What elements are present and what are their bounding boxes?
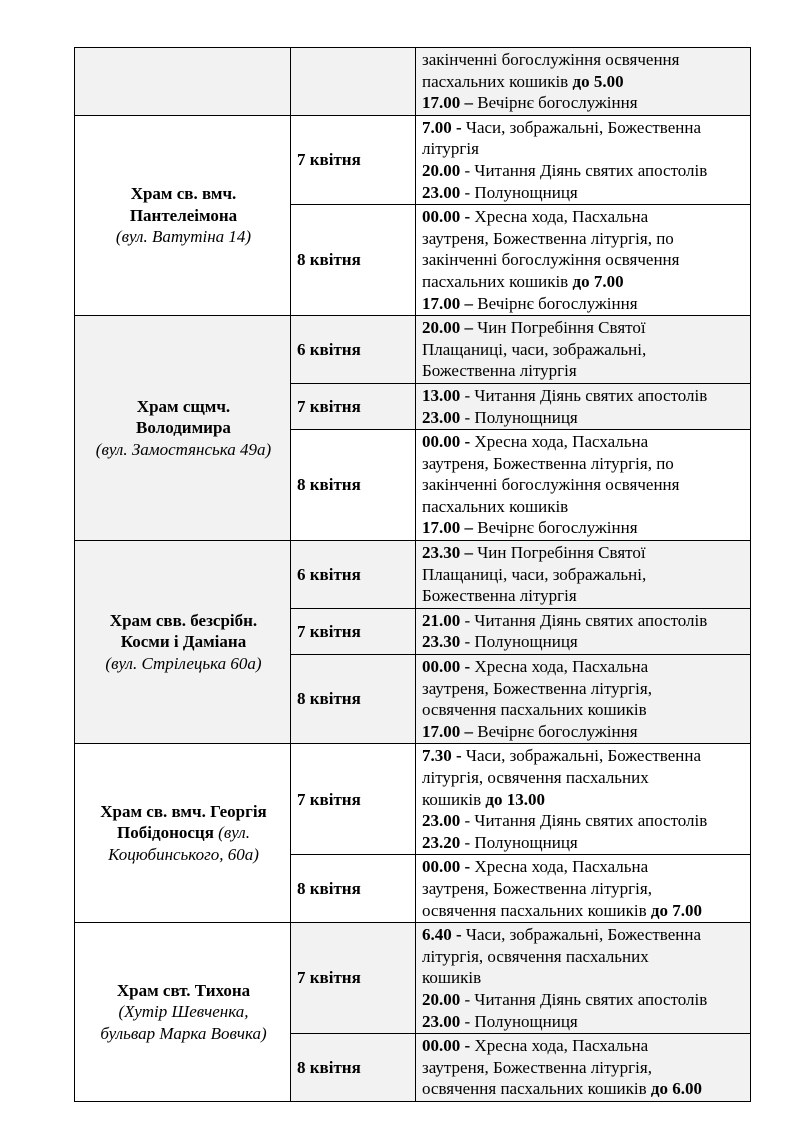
events-cell bbox=[416, 541, 751, 609]
church-name-line: Храм сщмч. bbox=[136, 396, 231, 416]
event-text: освячення пасхальних кошиків bbox=[422, 700, 647, 720]
event-text: Хресна хода, Пасхальна bbox=[474, 857, 649, 877]
event-line bbox=[422, 385, 746, 407]
event-line bbox=[422, 789, 746, 811]
date-cell: 8 квітня bbox=[291, 655, 416, 744]
events-cell bbox=[416, 655, 751, 744]
events-cell bbox=[416, 383, 751, 429]
event-line bbox=[422, 610, 746, 632]
date-cell: 8 квітня bbox=[291, 430, 416, 541]
event-text: Вечірнє богослужіння bbox=[477, 93, 638, 113]
date-cell: 8 квітня bbox=[291, 1034, 416, 1102]
church-address: (вул. Ватутіна 14) bbox=[115, 227, 252, 247]
event-line bbox=[422, 228, 746, 250]
event-text: - Читання Діянь святих апостолів bbox=[460, 989, 708, 1009]
event-text: - Полунощниця bbox=[460, 632, 578, 652]
event-text: - Полунощниця bbox=[460, 1011, 578, 1031]
church-name-line: Пантелеімона bbox=[129, 205, 238, 225]
event-time: 7.00 - bbox=[422, 117, 466, 137]
event-time: 6.40 - bbox=[422, 925, 466, 945]
event-line bbox=[422, 1057, 746, 1079]
church-address-part: (вул. bbox=[213, 823, 250, 843]
church-name-line: Храм св. вмч. bbox=[130, 184, 237, 204]
events-cell bbox=[416, 608, 751, 654]
date-cell: 8 квітня bbox=[291, 205, 416, 316]
church-cell bbox=[75, 744, 291, 923]
event-text: Часи, зображальні, Божественна bbox=[465, 925, 701, 945]
church-name-part: Побідоносця bbox=[117, 823, 214, 843]
event-text: - Читання Діянь святих апостолів bbox=[460, 811, 708, 831]
event-text: освячення пасхальних кошиків bbox=[422, 900, 651, 920]
event-text: заутреня, Божественна літургія, bbox=[422, 1057, 652, 1077]
events-cell bbox=[416, 316, 751, 384]
event-text: пасхальних кошиків bbox=[422, 271, 573, 291]
event-line bbox=[422, 656, 746, 678]
church-cell bbox=[75, 541, 291, 744]
event-line bbox=[422, 678, 746, 700]
event-line bbox=[422, 517, 746, 539]
church-cell bbox=[75, 316, 291, 541]
event-text: Плащаниці, часи, зображальні, bbox=[422, 564, 647, 584]
date-cell: 6 квітня bbox=[291, 541, 416, 609]
event-time: 00.00 - bbox=[422, 657, 475, 677]
event-line bbox=[422, 71, 746, 93]
event-time: 20.00 – bbox=[422, 318, 478, 338]
church-name-line: Храм св. вмч. Георгія bbox=[100, 801, 267, 821]
event-time: до 7.00 bbox=[572, 271, 624, 291]
event-text: закінченні богослужіння освячення bbox=[422, 475, 680, 495]
event-time: 7.30 - bbox=[422, 746, 466, 766]
event-time: 00.00 - bbox=[422, 857, 475, 877]
event-line bbox=[422, 967, 746, 989]
event-text: Хресна хода, Пасхальна bbox=[474, 1036, 649, 1056]
event-text: освячення пасхальних кошиків bbox=[422, 1079, 651, 1099]
church-name-line: Володимира bbox=[136, 418, 231, 438]
event-line bbox=[422, 49, 746, 71]
event-line bbox=[422, 856, 746, 878]
date-cell: 7 квітня bbox=[291, 608, 416, 654]
event-line bbox=[422, 160, 746, 182]
event-time: 23.00 bbox=[422, 182, 461, 202]
event-text: кошиків bbox=[422, 789, 486, 809]
event-time: 23.00 bbox=[422, 811, 461, 831]
event-time: 00.00 - bbox=[422, 207, 475, 227]
events-cell bbox=[416, 430, 751, 541]
event-time: 23.20 bbox=[422, 832, 461, 852]
event-time: 23.00 bbox=[422, 1011, 461, 1031]
date-cell: 7 квітня bbox=[291, 923, 416, 1034]
church-address: (вул. Замостянська 49а) bbox=[95, 439, 272, 459]
church-address: Коцюбинського, 60а) bbox=[108, 845, 259, 865]
event-text: Божественна літургія bbox=[422, 361, 577, 381]
event-time: 17.00 – bbox=[422, 721, 478, 741]
event-text: Хресна хода, Пасхальна bbox=[474, 432, 649, 452]
event-text: Хресна хода, Пасхальна bbox=[474, 207, 649, 227]
events-cell bbox=[416, 855, 751, 923]
events-cell bbox=[416, 115, 751, 204]
event-text: - Полунощниця bbox=[460, 182, 578, 202]
event-text: - Читання Діянь святих апостолів bbox=[460, 385, 708, 405]
event-line bbox=[422, 360, 746, 382]
event-text: Божественна літургія bbox=[422, 586, 577, 606]
event-line bbox=[422, 249, 746, 271]
event-line bbox=[422, 946, 746, 968]
event-text: Чин Погребіння Святої bbox=[477, 318, 646, 338]
event-time: 23.00 bbox=[422, 407, 461, 427]
church-name-line: Храм свт. Тихона bbox=[116, 980, 251, 1000]
events-cell bbox=[416, 205, 751, 316]
event-text: Часи, зображальні, Божественна bbox=[465, 746, 701, 766]
event-line bbox=[422, 631, 746, 653]
church-address: (Хутір Шевченка, bbox=[118, 1002, 249, 1022]
event-time: 13.00 bbox=[422, 385, 461, 405]
table-row bbox=[75, 744, 751, 855]
date-cell: 8 квітня bbox=[291, 855, 416, 923]
church-cell bbox=[75, 115, 291, 315]
events-cell bbox=[416, 48, 751, 116]
event-line bbox=[422, 138, 746, 160]
date-cell: 7 квітня bbox=[291, 115, 416, 204]
event-time: 23.30 – bbox=[422, 543, 478, 563]
event-line bbox=[422, 745, 746, 767]
event-text: заутреня, Божественна літургія, по bbox=[422, 228, 674, 248]
event-text: заутреня, Божественна літургія, bbox=[422, 678, 652, 698]
table-row bbox=[75, 923, 751, 1034]
events-cell bbox=[416, 744, 751, 855]
event-time: 21.00 bbox=[422, 610, 461, 630]
event-line bbox=[422, 182, 746, 204]
event-text: пасхальних кошиків bbox=[422, 71, 573, 91]
church-name-line: Косми і Даміана bbox=[120, 632, 247, 652]
event-text: заутреня, Божественна літургія, по bbox=[422, 453, 674, 473]
event-line bbox=[422, 878, 746, 900]
church-name-line: Храм свв. безсрібн. bbox=[109, 610, 258, 630]
event-text: - Читання Діянь святих апостолів bbox=[460, 160, 708, 180]
event-line bbox=[422, 542, 746, 564]
event-text: пасхальних кошиків bbox=[422, 496, 569, 516]
church-schedule-table bbox=[74, 47, 751, 1102]
event-time: 00.00 - bbox=[422, 432, 475, 452]
event-text: Вечірнє богослужіння bbox=[477, 721, 638, 741]
events-cell bbox=[416, 923, 751, 1034]
event-line bbox=[422, 474, 746, 496]
event-time: до 6.00 bbox=[650, 1079, 703, 1099]
table-row bbox=[75, 316, 751, 384]
date-cell-empty bbox=[291, 48, 416, 116]
church-address: (вул. Стрілецька 60а) bbox=[105, 654, 262, 674]
event-line bbox=[422, 431, 746, 453]
event-line bbox=[422, 293, 746, 315]
event-time: 23.30 bbox=[422, 632, 461, 652]
event-line bbox=[422, 271, 746, 293]
event-line bbox=[422, 1078, 746, 1100]
event-text: Плащаниці, часи, зображальні, bbox=[422, 339, 647, 359]
event-line bbox=[422, 453, 746, 475]
event-text: Чин Погребіння Святої bbox=[477, 543, 646, 563]
event-text: Хресна хода, Пасхальна bbox=[474, 657, 649, 677]
events-cell bbox=[416, 1034, 751, 1102]
event-line bbox=[422, 989, 746, 1011]
event-text: - Читання Діянь святих апостолів bbox=[460, 610, 708, 630]
event-time: до 5.00 bbox=[572, 71, 624, 91]
date-cell: 7 квітня bbox=[291, 744, 416, 855]
event-time: до 7.00 bbox=[650, 900, 703, 920]
event-time: 00.00 - bbox=[422, 1036, 475, 1056]
event-text: літургія, освячення пасхальних bbox=[422, 768, 649, 787]
event-line bbox=[422, 585, 746, 607]
table-row bbox=[75, 48, 751, 116]
event-line bbox=[422, 92, 746, 114]
event-text: закінченні богослужіння освячення bbox=[422, 50, 680, 69]
event-text: закінченні богослужіння освячення bbox=[422, 250, 680, 270]
event-line bbox=[422, 900, 746, 922]
event-line bbox=[422, 767, 746, 789]
event-line bbox=[422, 496, 746, 518]
event-line bbox=[422, 699, 746, 721]
date-cell: 7 квітня bbox=[291, 383, 416, 429]
church-cell bbox=[75, 923, 291, 1102]
event-line bbox=[422, 924, 746, 946]
event-line bbox=[422, 1035, 746, 1057]
event-line bbox=[422, 407, 746, 429]
event-line bbox=[422, 564, 746, 586]
table-row bbox=[75, 115, 751, 204]
event-line bbox=[422, 721, 746, 743]
event-text: Вечірнє богослужіння bbox=[477, 293, 638, 313]
event-line bbox=[422, 206, 746, 228]
event-time: 20.00 bbox=[422, 160, 461, 180]
event-time: 17.00 – bbox=[422, 293, 478, 313]
event-time: 17.00 – bbox=[422, 93, 478, 113]
event-text: - Полунощниця bbox=[460, 407, 578, 427]
event-time: 17.00 – bbox=[422, 518, 478, 538]
event-line bbox=[422, 1011, 746, 1033]
church-cell-empty bbox=[75, 48, 291, 116]
event-text: літургія bbox=[422, 139, 479, 159]
event-text: кошиків bbox=[422, 968, 482, 988]
church-name-line bbox=[81, 822, 286, 844]
event-line bbox=[422, 832, 746, 854]
event-line bbox=[422, 339, 746, 361]
event-time: до 13.00 bbox=[485, 789, 545, 809]
event-line bbox=[422, 317, 746, 339]
event-line bbox=[422, 117, 746, 139]
table-row bbox=[75, 541, 751, 609]
event-text: заутреня, Божественна літургія, bbox=[422, 878, 652, 898]
event-text: Вечірнє богослужіння bbox=[477, 518, 638, 538]
event-text: Часи, зображальні, Божественна bbox=[465, 117, 701, 137]
date-cell: 6 квітня bbox=[291, 316, 416, 384]
event-line bbox=[422, 810, 746, 832]
event-text: літургія, освячення пасхальних bbox=[422, 946, 649, 966]
church-address: бульвар Марка Вовчка) bbox=[100, 1023, 267, 1043]
event-text: - Полунощниця bbox=[460, 832, 578, 852]
event-time: 20.00 bbox=[422, 989, 461, 1009]
